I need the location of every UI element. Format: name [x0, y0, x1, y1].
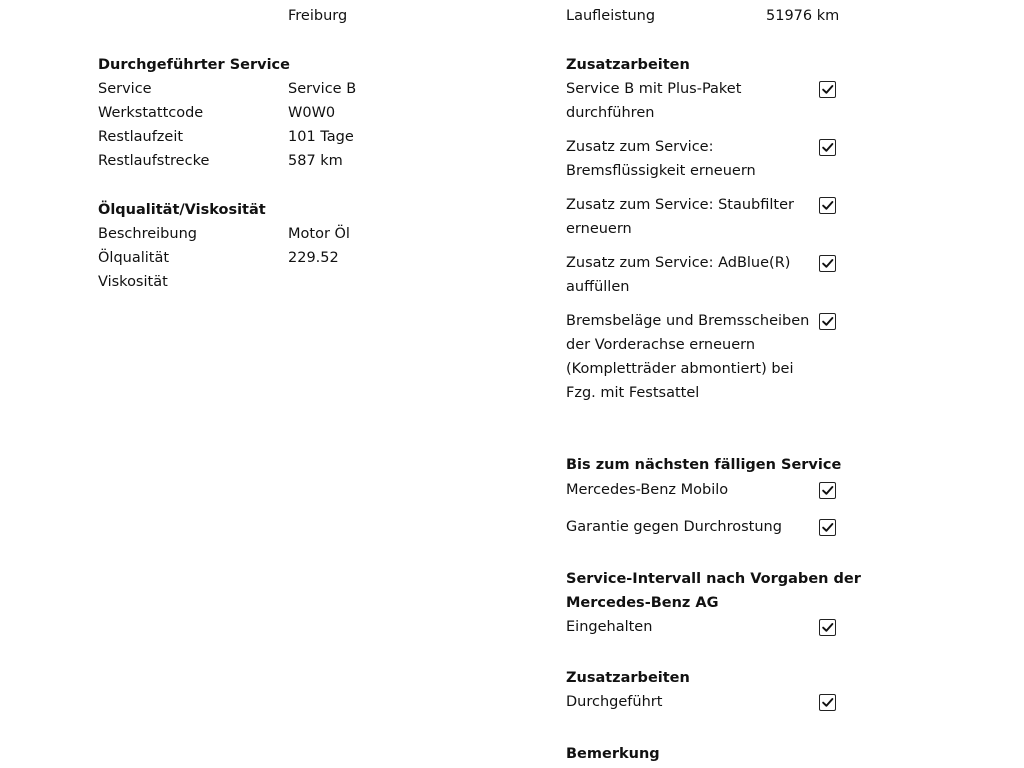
restlaufzeit-value: 101 Tage [288, 129, 354, 145]
location-value: Freiburg [288, 8, 348, 24]
checkbox-checked-icon[interactable] [819, 313, 836, 330]
checkbox-checked-icon[interactable] [819, 81, 836, 98]
restlaufstrecke-label: Restlaufstrecke [98, 153, 210, 169]
oelqualitaet-label: Ölqualität [98, 250, 170, 266]
beschreibung-value: Motor Öl [288, 226, 350, 242]
mileage-value: 51976 km [766, 8, 840, 24]
restlaufstrecke-value: 587 km [288, 153, 343, 169]
checkbox-checked-icon[interactable] [819, 519, 836, 536]
service-section-heading: Durchgeführter Service [98, 57, 290, 73]
extra-work-2-heading: Zusatzarbeiten [566, 670, 690, 686]
extra-work-item-3: Zusatz zum Service: Staubfilter erneuern [566, 197, 794, 237]
checkbox-checked-icon[interactable] [819, 255, 836, 272]
restlaufzeit-label: Restlaufzeit [98, 129, 184, 145]
oil-section-heading: Ölqualität/Viskosität [98, 202, 266, 218]
checkbox-checked-icon[interactable] [819, 619, 836, 636]
checkbox-checked-icon[interactable] [819, 197, 836, 214]
next-service-heading: Bis zum nächsten fälligen Service [566, 457, 842, 473]
mileage-label: Laufleistung [566, 8, 656, 24]
werkstattcode-value: W0W0 [288, 105, 336, 121]
service-label: Service [98, 81, 152, 97]
interval-item-eingehalten: Eingehalten [566, 619, 653, 635]
extra-work-item-2: Zusatz zum Service: Bremsflüssigkeit erneuern [566, 139, 756, 179]
viskositaet-label: Viskosität [98, 274, 168, 290]
extra-work-item-1: Service B mit Plus-Paket durchführen [566, 81, 742, 121]
extra-work-heading: Zusatzarbeiten [566, 57, 690, 73]
interval-heading-line1: Service-Intervall nach Vorgaben der [566, 571, 861, 587]
extra-work-2-item-durchgefuehrt: Durchgeführt [566, 694, 663, 710]
next-service-item-durchrostung: Garantie gegen Durchrostung [566, 519, 782, 535]
extra-work-item-5: Bremsbeläge und Bremsscheiben der Vorderachse erneuern (Kompletträder abmontiert) bei Fzg. mit Festsattel [566, 313, 810, 401]
service-value: Service B [288, 81, 357, 97]
next-service-item-mobilo: Mercedes-Benz Mobilo [566, 482, 729, 498]
checkbox-checked-icon[interactable] [819, 694, 836, 711]
extra-work-item-4: Zusatz zum Service: AdBlue(R) auffüllen [566, 255, 791, 295]
checkbox-checked-icon[interactable] [819, 139, 836, 156]
checkbox-checked-icon[interactable] [819, 482, 836, 499]
interval-heading-line2: Mercedes-Benz AG [566, 595, 719, 611]
werkstattcode-label: Werkstattcode [98, 105, 204, 121]
remark-heading: Bemerkung [566, 746, 660, 762]
oelqualitaet-value: 229.52 [288, 250, 339, 266]
beschreibung-label: Beschreibung [98, 226, 197, 242]
